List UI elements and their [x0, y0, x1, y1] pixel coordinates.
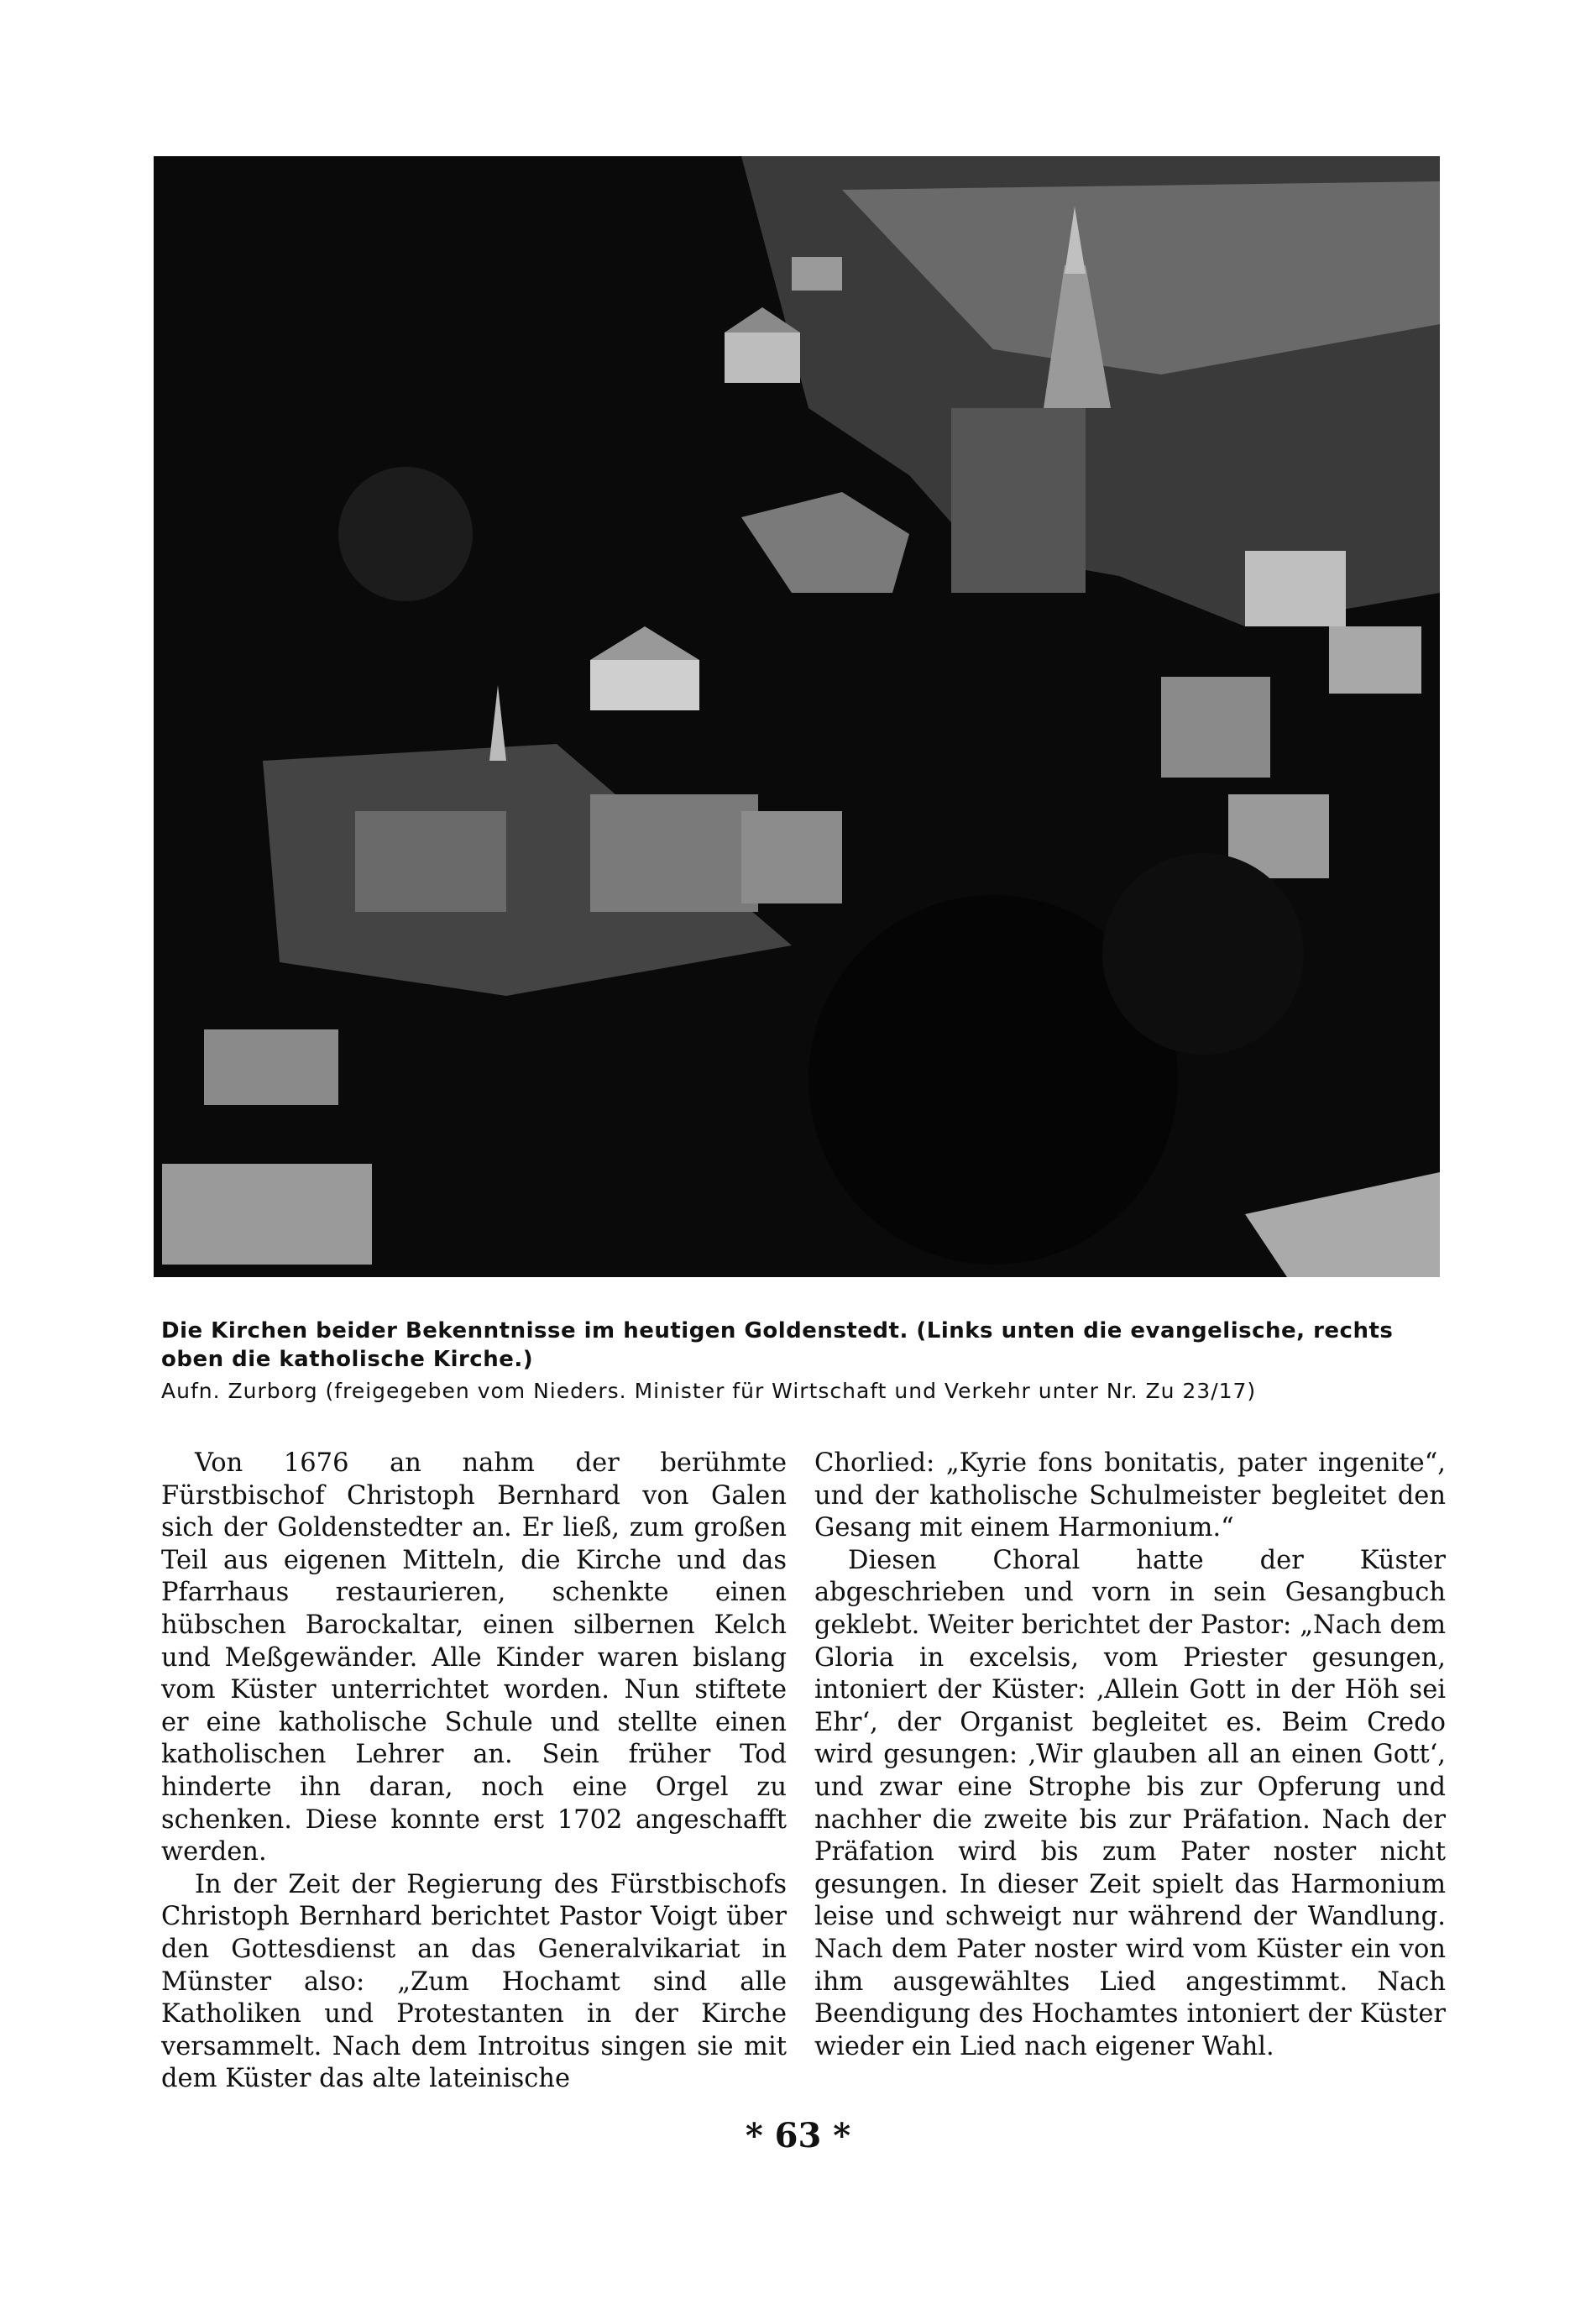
- page-number: * 63 *: [745, 2116, 851, 2155]
- aerial-photo-illustration: [154, 156, 1440, 1277]
- left-paragraph-2: In der Zeit der Regierung des Fürstbischofs Christoph Bernhard berichtet Pastor Voigt über den Gottesdienst an das Generalvikariat in Münster also: „Zum Hochamt sind alle Katholiken und Protestanten in der Kirche versammelt. Nach dem Introitus singen sie mit dem Küster das alte lateinische: [161, 1869, 787, 2094]
- left-paragraph-1: Von 1676 an nahm der berühmte Fürstbischof Christoph Bernhard von Galen sich der Goldenstedter an. Er ließ, zum großen Teil aus eigenen Mitteln, die Kirche und das Pfarrhaus restaurieren, schenkte einen hübschen Barockaltar, einen silbernen Kelch und Meßgewänder. Alle Kinder waren bislang vom Küster unterrichtet worden. Nun stiftete er eine katholische Schule und stellte einen katholischen Lehrer an. Sein früher Tod hinderte ihn daran, noch eine Orgel zu schenken. Diese konnte erst 1702 angeschafft werden.: [161, 1448, 787, 1867]
- right-paragraph-2: Diesen Choral hatte der Küster abgeschrieben und vorn in sein Gesangbuch geklebt. Weiter berichtet der Pastor: „Nach dem Gloria in excelsis, vom Priester gesungen, intoniert der Küster: ‚Allein Gott in der Höh sei Ehr‘, der Organist begleitet es. Beim Credo wird gesungen: ‚Wir glauben all an einen Gott‘, und zwar eine Strophe bis zur Opferung und nachher die zweite bis zur Präfation. Nach der Präfation wird bis zum Pater noster nicht gesungen. In dieser Zeit spielt das Harmonium leise und schweigt nur während der Wandlung. Nach dem Pater noster wird vom Küster ein von ihm ausgewähltes Lied angestimmt. Nach Beendigung des Hochamtes intoniert der Küster wieder ein Lied nach eigener Wahl.: [814, 1545, 1446, 2061]
- photo-credit: Aufn. Zurborg (freigegeben vom Nieders. Minister für Wirtschaft und Verkehr unter Nr. Zu 23/17): [161, 1379, 1257, 1403]
- left-column: [161, 1448, 787, 2096]
- right-column: [814, 1448, 1446, 2063]
- photo-caption: Die Kirchen beider Bekenntnisse im heutigen Goldenstedt. (Links unten die evangelische, rechts oben die katholische Kirche.): [161, 1318, 1394, 1372]
- right-paragraph-1: Chorlied: „Kyrie fons bonitatis, pater ingenite“, und der katholische Schulmeister begleitet den Gesang mit einem Harmonium.“: [814, 1448, 1446, 1543]
- aerial-photo: [154, 156, 1440, 1277]
